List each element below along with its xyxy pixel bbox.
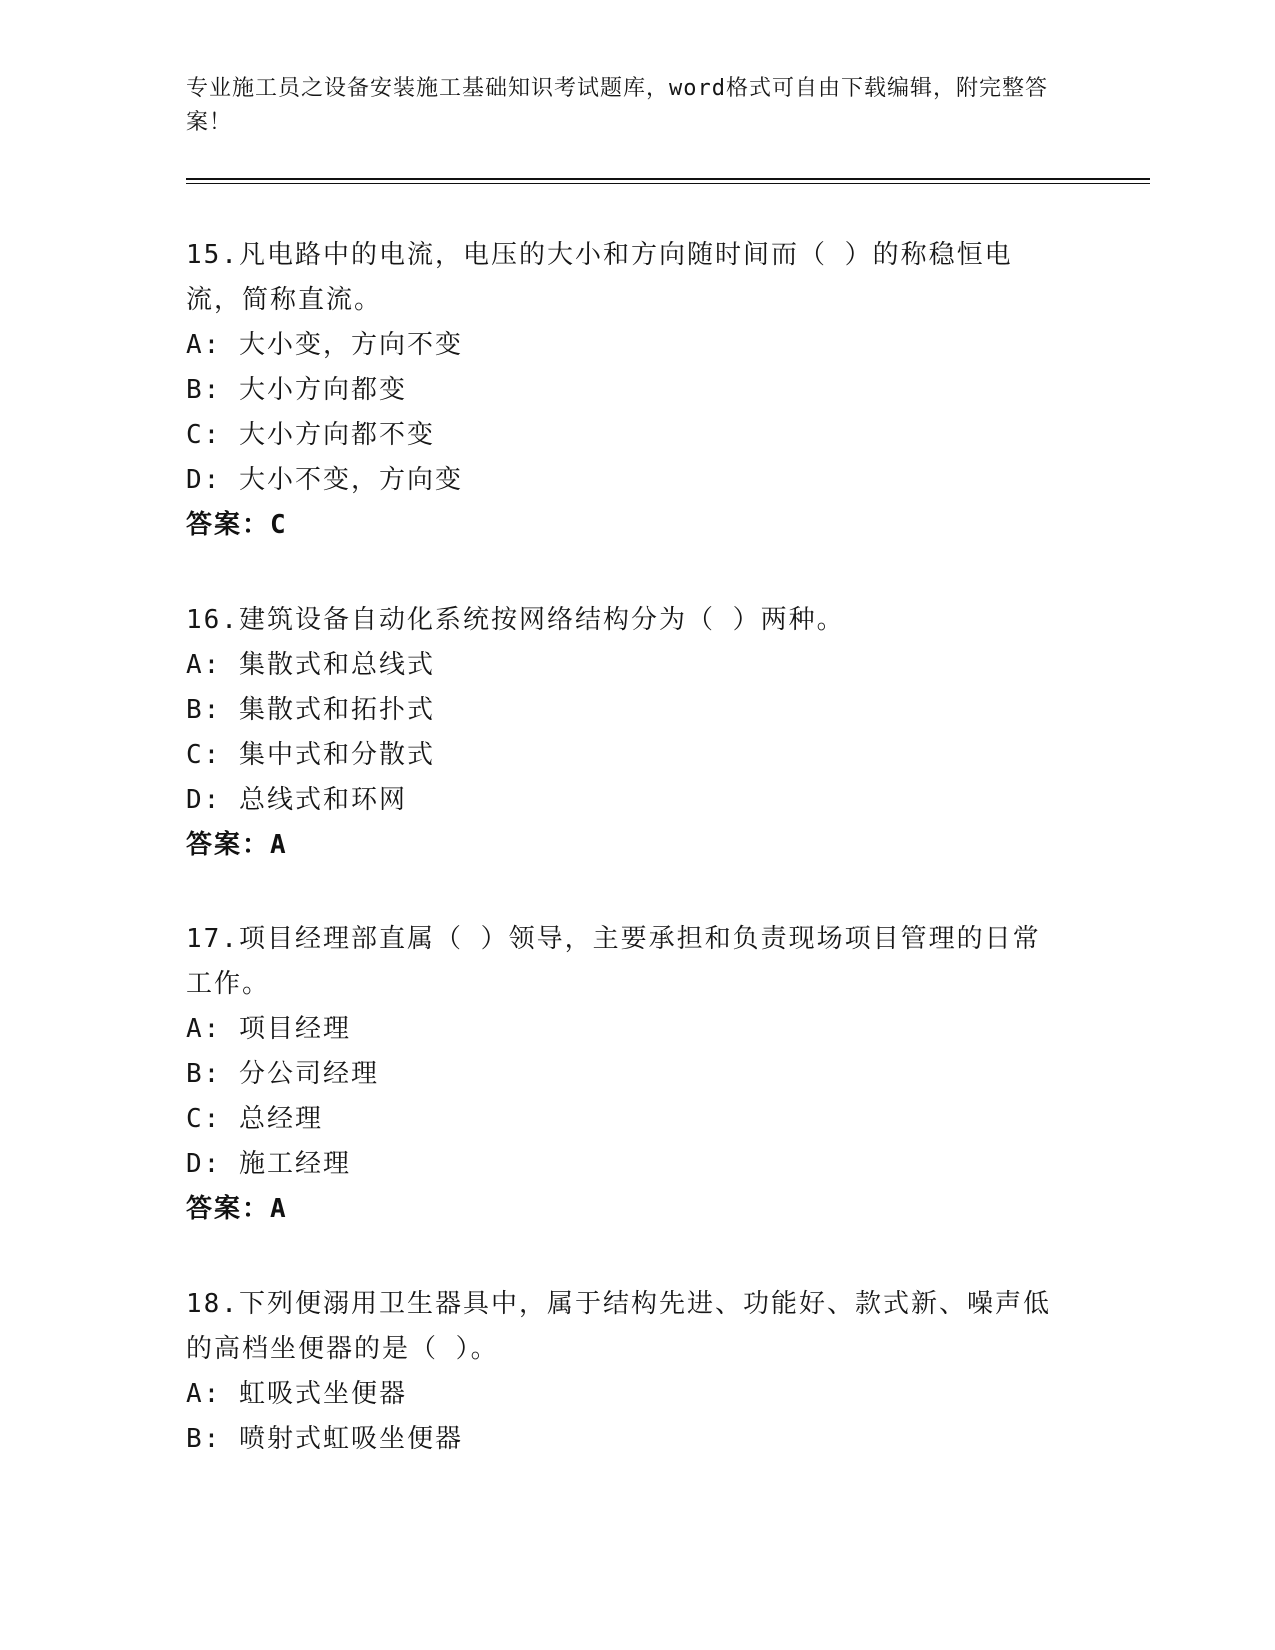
question-17 — [186, 917, 1066, 1232]
option-a: A: 项目经理 — [186, 1014, 351, 1044]
answer-label: 答案：C — [186, 510, 288, 540]
option-d: D: 施工经理 — [186, 1149, 351, 1179]
option-b: B: 分公司经理 — [186, 1059, 379, 1089]
option-d: D: 大小不变，方向变 — [186, 465, 463, 495]
answer-label: 答案：A — [186, 830, 288, 860]
answer-label: 答案：A — [186, 1194, 288, 1224]
option-a: A: 大小变，方向不变 — [186, 330, 463, 360]
option-c: C: 大小方向都不变 — [186, 420, 435, 450]
document-header-note: 专业施工员之设备安装施工基础知识考试题库，word格式可自由下载编辑，附完整答案！ — [186, 76, 1048, 135]
header-divider-thin — [186, 183, 1150, 184]
question-16 — [186, 598, 1066, 868]
question-15 — [186, 233, 1066, 548]
option-c: C: 总经理 — [186, 1104, 323, 1134]
option-b: B: 喷射式虹吸坐便器 — [186, 1424, 463, 1454]
option-b: B: 集散式和拓扑式 — [186, 695, 435, 725]
option-a: A: 虹吸式坐便器 — [186, 1379, 407, 1409]
question-stem: 18.下列便溺用卫生器具中，属于结构先进、功能好、款式新、噪声低的高档坐便器的是（ ）。 — [186, 1289, 1051, 1364]
question-18 — [186, 1282, 1066, 1462]
option-c: C: 集中式和分散式 — [186, 740, 435, 770]
option-b: B: 大小方向都变 — [186, 375, 407, 405]
header-divider-thick — [186, 178, 1150, 180]
question-stem: 15.凡电路中的电流，电压的大小和方向随时间而（ ）的称稳恒电流，简称直流。 — [186, 240, 1013, 315]
option-a: A: 集散式和总线式 — [186, 650, 435, 680]
option-d: D: 总线式和环网 — [186, 785, 407, 815]
question-stem: 17.项目经理部直属（ ）领导，主要承担和负责现场项目管理的日常工作。 — [186, 924, 1041, 999]
question-stem: 16.建筑设备自动化系统按网络结构分为（ ）两种。 — [186, 605, 845, 635]
